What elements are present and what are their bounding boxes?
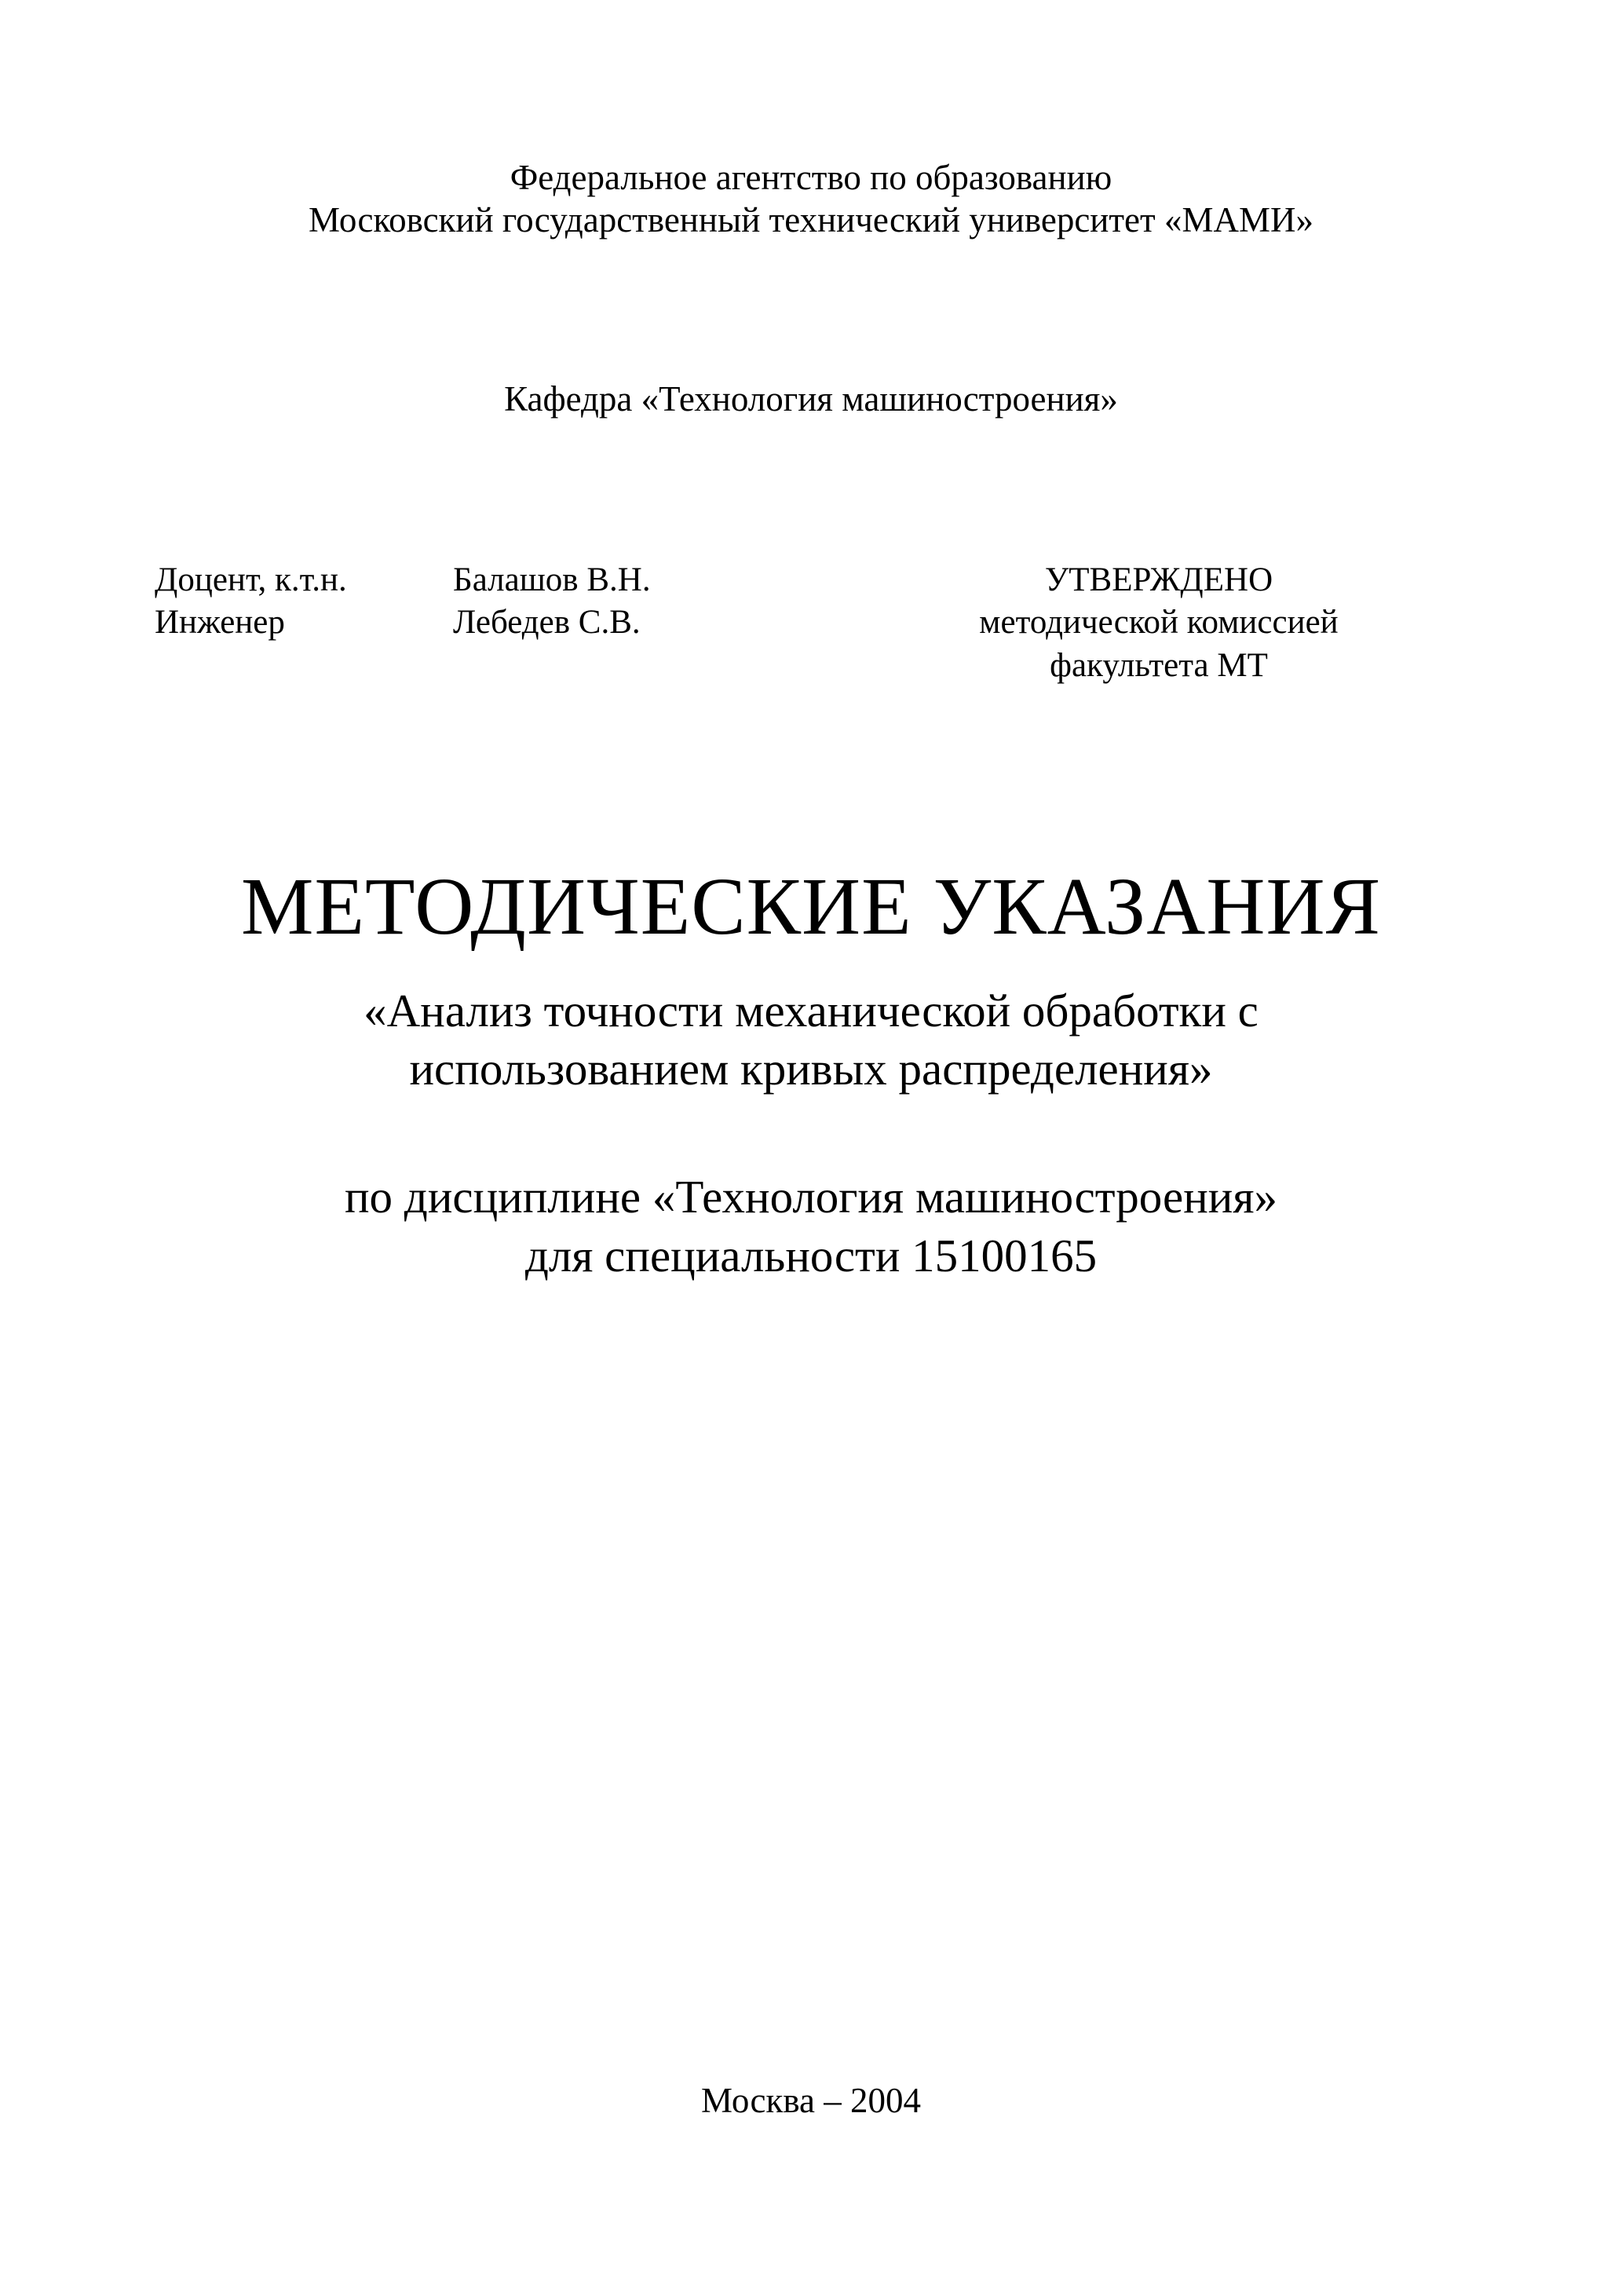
document-subtitle: использованием кривых распределения» bbox=[409, 1043, 1213, 1095]
author-role: Инженер bbox=[155, 604, 285, 641]
discipline-line: по дисциплине «Технология машиностроения» bbox=[344, 1171, 1277, 1223]
approval-line: факультета МТ bbox=[1050, 647, 1268, 684]
department-name: Кафедра «Технология машиностроения» bbox=[504, 379, 1118, 419]
document-subtitle: «Анализ точности механической обработки с bbox=[363, 985, 1259, 1036]
specialty-line: для специальности 15100165 bbox=[524, 1230, 1098, 1281]
university-name: Московский государственный технический университет «МАМИ» bbox=[309, 200, 1313, 239]
document-title: МЕТОДИЧЕСКИЕ УКАЗАНИЯ bbox=[241, 861, 1381, 952]
approval-heading: УТВЕРЖДЕНО bbox=[1044, 561, 1273, 598]
approval-line: методической комиссией bbox=[979, 604, 1339, 641]
agency-name: Федеральное агентство по образованию bbox=[510, 158, 1112, 197]
author-name: Балашов В.Н. bbox=[453, 561, 651, 598]
author-role: Доцент, к.т.н. bbox=[155, 561, 347, 598]
city-year: Москва – 2004 bbox=[701, 2081, 921, 2120]
author-name: Лебедев С.В. bbox=[453, 604, 641, 641]
